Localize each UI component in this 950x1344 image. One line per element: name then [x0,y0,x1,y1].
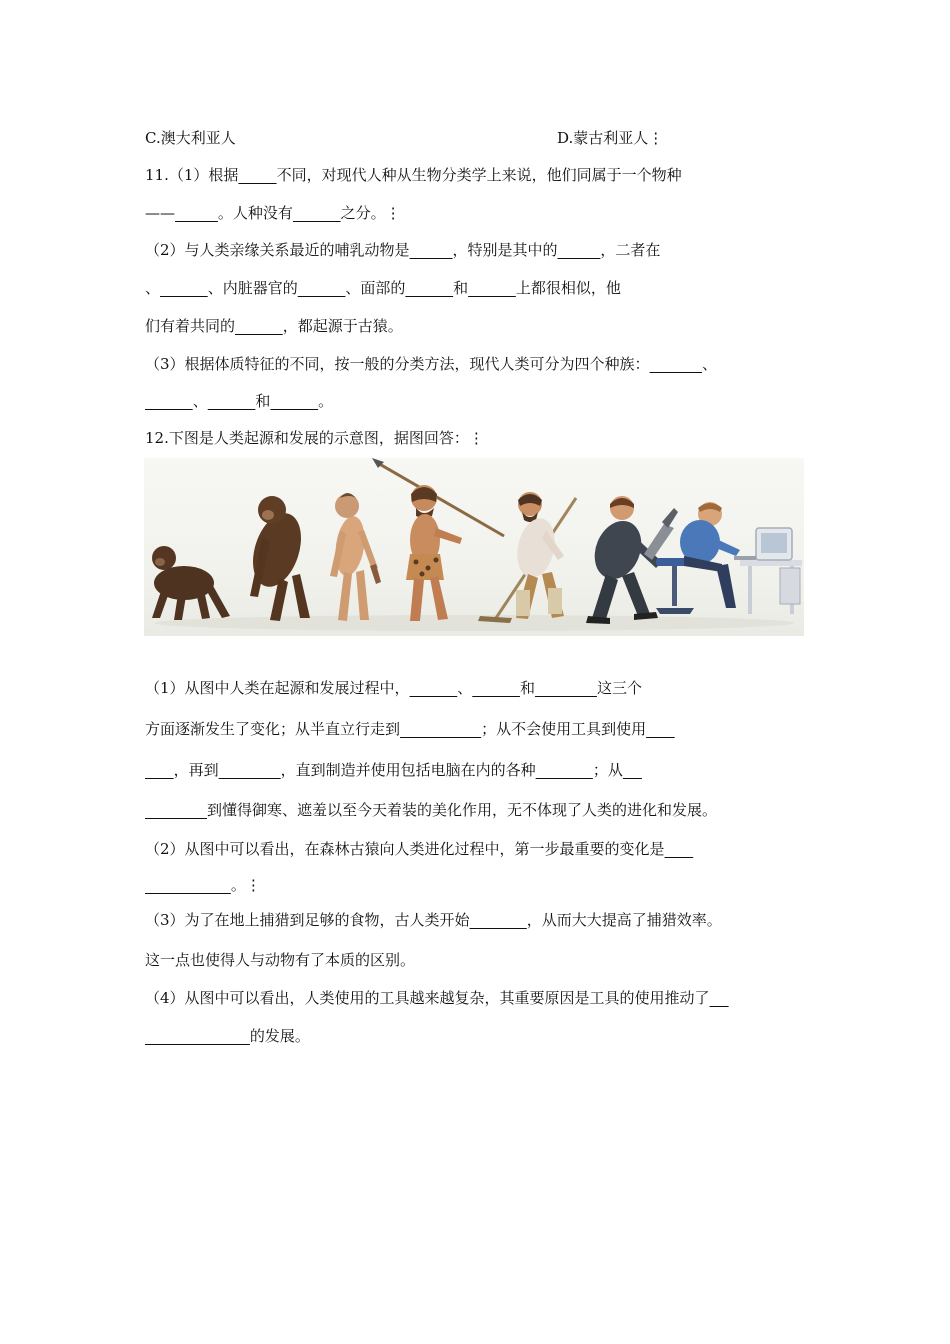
q11-line-7 [145,391,333,411]
q12-part1-line2 [145,719,675,739]
option-c: C.澳大利亚人 [145,129,236,147]
answer-blank[interactable] [710,989,729,1007]
answer-blank[interactable] [145,801,207,819]
ape-figure [244,496,310,621]
answer-blank[interactable] [160,279,208,297]
q12-text: ，从而大大提高了捕猎效率。 [526,911,722,929]
early-hominin-figure [330,493,381,621]
q11-line-2 [145,203,401,223]
answer-blank[interactable] [410,679,458,697]
q11-line-3 [145,240,660,260]
q11-text: ，二者在 [600,241,661,259]
q12-part3-line1 [145,910,722,930]
option-d: D.蒙古利亚人⋮ [557,129,664,147]
q11-text: —— [145,204,175,222]
q12-text: 方面逐渐发生了变化；从半直立行走到 [145,720,401,738]
q11-line-1 [145,165,682,185]
q11-text: 、面部的 [345,279,406,297]
q11-text: 。人种没有 [217,204,293,222]
answer-blank[interactable] [623,761,642,779]
q11-text: 、 [192,392,208,410]
answer-blank[interactable] [145,876,231,894]
caveman-figure [372,458,504,621]
answer-blank[interactable] [175,204,218,222]
answer-blank[interactable] [145,392,193,410]
q12-part2-line2 [145,875,261,895]
answer-blank[interactable] [235,317,283,335]
q12-text: ；从不会使用工具到使用 [481,720,647,738]
q11-text: （3）根据体质特征的不同，按一般的分类方法，现代人类可分为四个种族： [145,355,650,373]
q12-part4-line2 [145,1026,310,1046]
answer-blank[interactable] [650,355,702,373]
q11-text: 、 [145,279,161,297]
q12-part2-line1 [145,839,693,859]
answer-blank[interactable] [646,720,675,738]
farmer-figure [478,492,576,623]
q11-text: 上都很相似，他 [515,279,621,297]
q12-part1-line3 [145,760,642,780]
answer-blank[interactable] [472,679,520,697]
ground-shadow [154,615,794,631]
answer-blank[interactable] [270,392,318,410]
answer-blank[interactable] [219,761,281,779]
q12-text: ，再到 [173,761,219,779]
q12-text: ，直到制造并使用包括电脑在内的各种 [280,761,536,779]
answer-blank[interactable] [557,241,600,259]
q11-text: ，特别是其中的 [452,241,558,259]
q11-text: 不同，对现代人种从生物分类学上来说，他们同属于一个物种 [276,166,682,184]
q12-text: 和 [519,679,535,697]
q10-options [145,128,664,148]
q12-part3-line2: 这一点也使得人与动物有了本质的区别。 [145,951,416,969]
evolution-illustration [144,458,804,636]
answer-blank[interactable] [665,840,694,858]
q12-text: （3）为了在地上捕猎到足够的食物，古人类开始 [145,911,470,929]
q12-intro: 12.下图是人类起源和发展的示意图，据图回答：⋮ [145,429,484,447]
q12-text: （4）从图中可以看出，人类使用的工具越来越复杂，其重要原因是工具的使用推动了 [145,989,710,1007]
q12-text: （1）从图中人类在起源和发展过程中， [145,679,410,697]
q11-line-6 [145,354,717,374]
q11-text: 们有着共同的 [145,317,236,335]
ape-figure [152,546,230,620]
evolution-figure [144,458,804,636]
answer-blank[interactable] [470,911,527,929]
q11-text: 11.（1）根据 [145,166,239,184]
answer-blank[interactable] [468,279,516,297]
answer-blank[interactable] [145,761,174,779]
q12-part1-line4 [145,800,717,820]
answer-blank[interactable] [535,679,597,697]
q11-text: 之分。⋮ [340,204,401,222]
answer-blank[interactable] [208,392,256,410]
q12-text: 这三个 [596,679,642,697]
q11-line-4 [145,278,621,298]
office-worker-figure [656,502,802,614]
answer-blank[interactable] [293,204,341,222]
q12-text: 。⋮ [230,876,261,894]
q11-line-5 [145,316,403,336]
answer-blank[interactable] [238,166,276,184]
q12-text: ；从 [592,761,623,779]
answer-blank[interactable] [145,1027,250,1045]
q12-text: 到懂得御寒、遮羞以至今天着装的美化作用，无不体现了人类的进化和发展。 [207,801,718,819]
answer-blank[interactable] [400,720,481,738]
q11-text: 和 [255,392,271,410]
q11-text: 、 [702,355,718,373]
answer-blank[interactable] [298,279,346,297]
q12-text: （2）从图中可以看出，在森林古猿向人类进化过程中，第一步最重要的变化是 [145,840,665,858]
q12-text: 的发展。 [249,1027,310,1045]
q12-part4-line1 [145,988,729,1008]
q11-text: 和 [453,279,469,297]
q12-part1-line1 [145,678,642,698]
q11-text: 、内脏器官的 [207,279,298,297]
q11-text: （2）与人类亲缘关系最近的哺乳动物是 [145,241,410,259]
q11-text: 。 [318,392,334,410]
q12-text: 、 [457,679,473,697]
answer-blank[interactable] [410,241,453,259]
q11-text: ，都起源于古猿。 [282,317,403,335]
answer-blank[interactable] [405,279,453,297]
answer-blank[interactable] [536,761,593,779]
